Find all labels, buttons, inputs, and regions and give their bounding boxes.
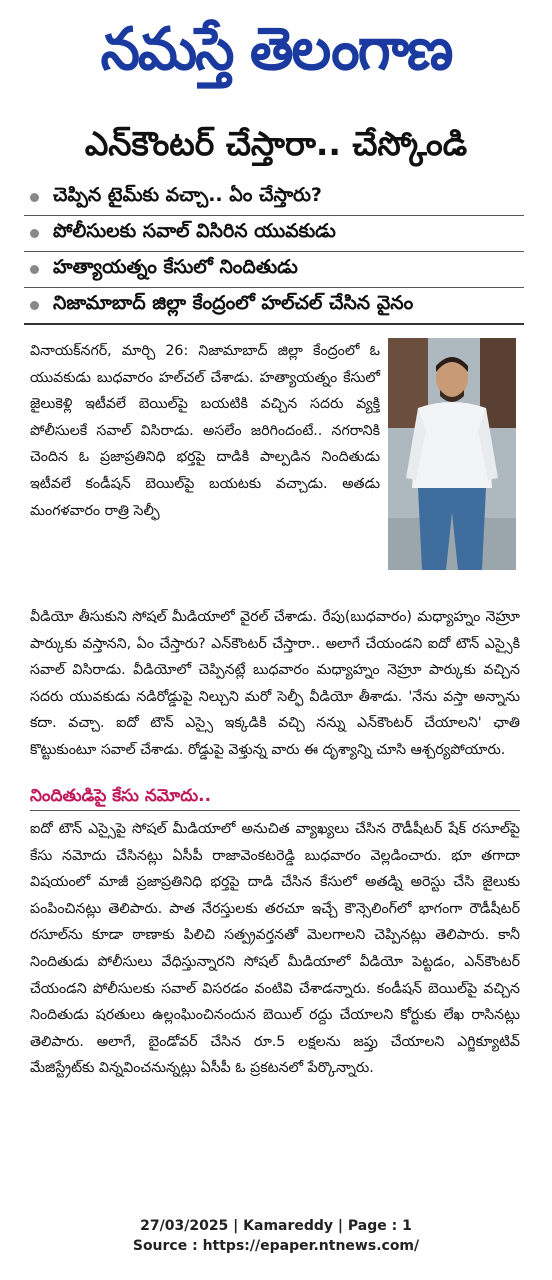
bullet-icon xyxy=(30,229,39,238)
highlight-item xyxy=(24,288,524,325)
article-paragraph: వీడియో తీసుకుని సోషల్ మీడియాలో వైరల్ చేశాడు. రేపు(బుధవారం) మధ్యాహ్నం నెహ్రూ పార్కుకు వస్తానని, ఏం చేస్తారు? ఎన్‌కౌంటర్ చేస్తారా.. అలాగే చేయండని ఐదో టౌన్ ఎస్సైకి సవాల్ విసిరాడు. వీడియోలో చెప్పినట్లే బుధవారం మధ్యాహ్నం నెహ్రూ పార్కుకు వచ్చిన సదరు యువకుడు నడిరోడ్డుపై నిల్చుని మరో సెల్ఫీ వీడియో తీశాడు. 'నేను వస్తా అన్నాను కదా. వచ్చా. ఐదో టౌన్ ఎస్సై ఇక్కడికి వచ్చి నన్ను ఎన్‌కౌంటర్ చేయాలని' ఛాతి కొట్టుకుంటూ సవాల్ చేశాడు. రోడ్డుపై వెళ్తున్న వారు ఈ దృశ్యాన్ని చూసి ఆశ్చర్యపోయారు. xyxy=(30,609,520,758)
highlights-list xyxy=(24,180,524,325)
highlight-item xyxy=(24,216,524,252)
article-subheading: నిందితుడిపై కేసు నమోదు.. xyxy=(30,786,212,806)
bullet-icon xyxy=(30,265,39,274)
article-headline: ఎన్‌కౌంటర్ చేస్తారా.. చేస్కోండి xyxy=(84,123,468,163)
highlight-item xyxy=(24,180,524,216)
bullet-icon xyxy=(30,193,39,202)
page-footer xyxy=(0,1216,552,1256)
article-paragraph: ఐదో టౌన్ ఎస్సైపై సోషల్ మీడియాలో అనుచిత వ్యాఖ్యలు చేసిన రౌడీషీటర్ షేక్ రసూల్‌పై కేసు నమోదు చేసినట్లు ఏసీపీ రాజావెంకటరెడ్డి బుధవారం వెల్లడించారు. భూ తగాదా విషయంలో మాజీ ప్రజాప్రతినిధి భర్తపై దాడి చేసిన కేసులో అతడ్ని అరెస్టు చేసి జైలుకు పంపించినట్లు తెలిపారు. పాత నేరస్తులకు తరచూ ఇచ్చే కౌన్సెలింగ్‌లో భాగంగా రౌడీషీటర్ రసూల్‌ను కూడా ఠాణాకు పిలిచి సత్ప్రవర్తనతో మెలగాలని చెప్పినట్లు తెలిపారు. కానీ నిందితుడు పోలీసులు వేధిస్తున్నారని సోషల్ మీడియాలో వీడియో పెట్టడం, ఎన్‌కౌంటర్ చేయండని పోలీసులకు సవాల్ విసరడం వంటివి చేశాడన్నారు. కండీషన్ బెయిల్‌పై వచ్చిన నిందితుడు షరతులు ఉల్లంఘించినందున బెయిల్ రద్దు చేయాలని కోర్టుకు లేఖ రాసినట్లు తెలిపారు. అలాగే, బైండోవర్ చేసిన రూ.5 లక్షలను జప్తు చేయాలని ఎగ్జిక్యూటివ్ మేజిస్ట్రేట్‌కు విన్నవించనున్నట్లు ఏసీపీ ఓ ప్రకటనలో పేర్కొన్నారు. xyxy=(30,821,520,1077)
highlight-text: పోలీసులకు సవాల్ విసిరిన యువకుడు xyxy=(53,220,336,242)
accused-photo xyxy=(388,338,516,570)
newspaper-logo: నమస్తే తెలంగాణ xyxy=(100,15,452,84)
bullet-icon xyxy=(30,301,39,310)
article-paragraph: వినాయక్‌నగర్, మార్చి 26: నిజామాబాద్ జిల్లా కేంద్రంలో ఓ యువకుడు బుధవారం హల్‌చల్ చేశాడు. హత్యాయత్నం కేసులో జైలుకెళ్లి ఇటీవలే బెయిల్‌పై బయటికి వచ్చిన సదరు వ్యక్తి పోలీసులకే సవాల్ విసిరాడు. అసలేం జరిగిందంటే.. నగరానికి చెందిన ఓ ప్రజాప్రతినిధి భర్తపై దాడికి పాల్పడిన నిందితుడు ఇటీవలే కండీషన్ బెయిల్‌పై బయటకు వచ్చాడు. అతడు మంగళవారం రాత్రి సెల్ఫీ xyxy=(30,343,380,519)
source-link[interactable]: Source : https://epaper.ntnews.com/ xyxy=(132,1238,420,1254)
subheading-rule xyxy=(30,810,520,811)
highlight-text: నిజామాబాద్ జిల్లా కేంద్రంలో హల్‌చల్ చేసిన వైనం xyxy=(53,292,414,314)
highlight-text: హత్యాయత్నం కేసులో నిందితుడు xyxy=(53,256,298,278)
highlight-text: చెప్పిన టైమ్‌కు వచ్చా.. ఏం చేస్తారు? xyxy=(53,184,322,206)
masthead xyxy=(0,0,552,100)
highlight-item xyxy=(24,252,524,288)
edition-info: 27/03/2025 | Kamareddy | Page : 1 xyxy=(140,1218,412,1234)
